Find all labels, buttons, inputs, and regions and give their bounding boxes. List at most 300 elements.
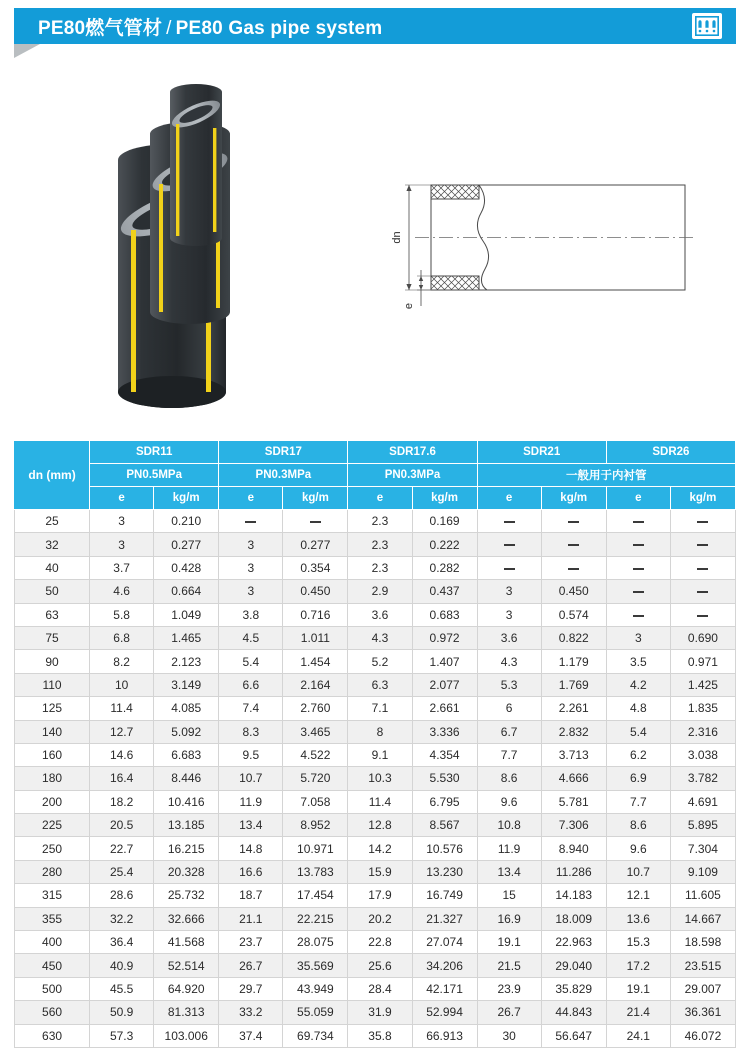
cell-e-4: 16.9	[477, 907, 541, 930]
cell-kgm-5: 36.361	[670, 1001, 735, 1024]
cell-kgm-3: 0.169	[412, 510, 477, 533]
cell-e-5: 17.2	[606, 954, 670, 977]
cell-kgm-5: 9.109	[670, 860, 735, 883]
title-separator: /	[166, 17, 172, 39]
cell-dn: 560	[15, 1001, 90, 1024]
three-pipes-logo	[692, 13, 722, 39]
cell-kgm-3: 6.795	[412, 790, 477, 813]
cell-kgm-4: 0.822	[541, 626, 606, 649]
cell-kgm-3: 0.222	[412, 533, 477, 556]
table-row	[15, 790, 736, 813]
unit-header-kgm-1: kg/m	[154, 487, 219, 510]
cell-e-3: 14.2	[348, 837, 412, 860]
empty-value-dash	[697, 615, 708, 617]
cell-kgm-5: 1.425	[670, 673, 735, 696]
cell-e-5	[606, 510, 670, 533]
cell-kgm-1: 0.428	[154, 556, 219, 579]
cell-dn: 315	[15, 884, 90, 907]
cell-e-1: 4.6	[90, 580, 154, 603]
cell-e-1: 50.9	[90, 1001, 154, 1024]
cell-kgm-1: 0.664	[154, 580, 219, 603]
table-row	[15, 1024, 736, 1047]
cell-e-1: 20.5	[90, 814, 154, 837]
cell-e-2: 23.7	[219, 931, 283, 954]
table-row	[15, 720, 736, 743]
cell-kgm-2: 69.734	[283, 1024, 348, 1047]
cell-e-5: 4.8	[606, 697, 670, 720]
cell-dn: 400	[15, 931, 90, 954]
cell-e-5	[606, 603, 670, 626]
cell-e-3: 17.9	[348, 884, 412, 907]
cell-e-1: 5.8	[90, 603, 154, 626]
cell-e-2: 3.8	[219, 603, 283, 626]
cell-kgm-5: 29.007	[670, 977, 735, 1000]
cell-dn: 630	[15, 1024, 90, 1047]
table-row	[15, 673, 736, 696]
cell-kgm-1: 103.006	[154, 1024, 219, 1047]
cell-e-5	[606, 580, 670, 603]
cell-kgm-2: 0.354	[283, 556, 348, 579]
cell-e-1: 57.3	[90, 1024, 154, 1047]
group-header-sdr17: SDR17	[219, 441, 348, 464]
cell-kgm-2	[283, 510, 348, 533]
cell-kgm-3: 5.530	[412, 767, 477, 790]
cell-kgm-3: 0.282	[412, 556, 477, 579]
specification-table-wrapper	[14, 440, 736, 1048]
empty-value-dash	[633, 591, 644, 593]
cell-kgm-2: 4.522	[283, 743, 348, 766]
cell-kgm-3: 52.994	[412, 1001, 477, 1024]
cell-kgm-1: 64.920	[154, 977, 219, 1000]
pressure-header-sdr17: PN0.3MPa	[219, 464, 348, 487]
group-header-sdr21: SDR21	[477, 441, 606, 464]
cell-e-4: 6.7	[477, 720, 541, 743]
cell-kgm-4: 8.940	[541, 837, 606, 860]
empty-value-dash	[633, 568, 644, 570]
cell-e-1: 22.7	[90, 837, 154, 860]
cell-e-3: 6.3	[348, 673, 412, 696]
cell-kgm-4: 44.843	[541, 1001, 606, 1024]
cell-e-5: 19.1	[606, 977, 670, 1000]
cell-kgm-3: 0.972	[412, 626, 477, 649]
cell-dn: 500	[15, 977, 90, 1000]
cell-kgm-4: 3.713	[541, 743, 606, 766]
cell-e-4: 13.4	[477, 860, 541, 883]
cell-e-5	[606, 533, 670, 556]
cell-dn: 25	[15, 510, 90, 533]
cell-e-3: 8	[348, 720, 412, 743]
cell-e-5: 15.3	[606, 931, 670, 954]
cell-e-3: 20.2	[348, 907, 412, 930]
table-row	[15, 814, 736, 837]
cell-kgm-3: 2.077	[412, 673, 477, 696]
cell-e-2: 11.9	[219, 790, 283, 813]
cell-e-1: 18.2	[90, 790, 154, 813]
cell-e-5: 9.6	[606, 837, 670, 860]
empty-value-dash	[568, 568, 579, 570]
cell-dn: 125	[15, 697, 90, 720]
table-row	[15, 884, 736, 907]
cell-kgm-2: 3.465	[283, 720, 348, 743]
cell-kgm-1: 16.215	[154, 837, 219, 860]
cell-kgm-3: 3.336	[412, 720, 477, 743]
cell-e-3: 25.6	[348, 954, 412, 977]
cell-e-4: 4.3	[477, 650, 541, 673]
table-row	[15, 580, 736, 603]
cell-kgm-3: 0.683	[412, 603, 477, 626]
group-header-sdr17-6: SDR17.6	[348, 441, 477, 464]
unit-header-e-5: e	[606, 487, 670, 510]
table-row	[15, 954, 736, 977]
cell-e-1: 10	[90, 673, 154, 696]
cell-kgm-2: 8.952	[283, 814, 348, 837]
cell-kgm-2: 10.971	[283, 837, 348, 860]
cell-kgm-5: 46.072	[670, 1024, 735, 1047]
cell-kgm-2: 55.059	[283, 1001, 348, 1024]
cell-e-3: 3.6	[348, 603, 412, 626]
cell-e-5	[606, 556, 670, 579]
unit-header-e-4: e	[477, 487, 541, 510]
cell-kgm-5: 5.895	[670, 814, 735, 837]
pressure-header-sdr17-6: PN0.3MPa	[348, 464, 477, 487]
cell-dn: 180	[15, 767, 90, 790]
cell-e-4: 3	[477, 580, 541, 603]
cell-e-2: 7.4	[219, 697, 283, 720]
cell-e-4: 30	[477, 1024, 541, 1047]
cell-kgm-4	[541, 556, 606, 579]
cell-kgm-1: 13.185	[154, 814, 219, 837]
cell-kgm-1: 3.149	[154, 673, 219, 696]
cell-e-2: 29.7	[219, 977, 283, 1000]
cell-kgm-2: 5.720	[283, 767, 348, 790]
cell-e-4	[477, 533, 541, 556]
cell-kgm-2: 1.011	[283, 626, 348, 649]
cell-e-4: 5.3	[477, 673, 541, 696]
cell-e-5: 3	[606, 626, 670, 649]
cell-e-5: 4.2	[606, 673, 670, 696]
cell-kgm-4: 4.666	[541, 767, 606, 790]
cell-kgm-5: 7.304	[670, 837, 735, 860]
dimension-label-e: e	[403, 302, 415, 310]
cell-kgm-3: 42.171	[412, 977, 477, 1000]
table-row	[15, 977, 736, 1000]
cell-e-4	[477, 510, 541, 533]
unit-header-e-2: e	[219, 487, 283, 510]
cell-kgm-4: 2.832	[541, 720, 606, 743]
cell-kgm-1: 2.123	[154, 650, 219, 673]
cell-e-4: 19.1	[477, 931, 541, 954]
cell-kgm-1: 81.313	[154, 1001, 219, 1024]
cell-kgm-4: 0.574	[541, 603, 606, 626]
cell-kgm-3: 13.230	[412, 860, 477, 883]
cell-kgm-2: 28.075	[283, 931, 348, 954]
cell-kgm-1: 4.085	[154, 697, 219, 720]
cell-e-4: 3	[477, 603, 541, 626]
cell-kgm-2: 0.450	[283, 580, 348, 603]
cell-kgm-3: 1.407	[412, 650, 477, 673]
cell-e-3: 28.4	[348, 977, 412, 1000]
cell-e-4: 10.8	[477, 814, 541, 837]
cell-e-5: 5.4	[606, 720, 670, 743]
cell-kgm-5	[670, 580, 735, 603]
cell-e-3: 12.8	[348, 814, 412, 837]
cell-e-3: 9.1	[348, 743, 412, 766]
cell-kgm-1: 20.328	[154, 860, 219, 883]
cell-e-5: 10.7	[606, 860, 670, 883]
cell-e-3: 31.9	[348, 1001, 412, 1024]
cell-e-1: 11.4	[90, 697, 154, 720]
empty-value-dash	[310, 521, 321, 523]
cell-kgm-3: 10.576	[412, 837, 477, 860]
cell-kgm-4	[541, 533, 606, 556]
cell-dn: 50	[15, 580, 90, 603]
header-row-pressure	[15, 464, 736, 487]
cell-e-5: 6.2	[606, 743, 670, 766]
cell-kgm-3: 8.567	[412, 814, 477, 837]
table-body	[15, 510, 736, 1048]
cell-e-1: 3.7	[90, 556, 154, 579]
cell-e-4: 3.6	[477, 626, 541, 649]
cell-e-1: 8.2	[90, 650, 154, 673]
cell-dn: 225	[15, 814, 90, 837]
cell-kgm-5: 14.667	[670, 907, 735, 930]
cell-kgm-4: 18.009	[541, 907, 606, 930]
table-row	[15, 767, 736, 790]
cell-e-2: 3	[219, 556, 283, 579]
cell-kgm-1: 32.666	[154, 907, 219, 930]
cell-e-4: 8.6	[477, 767, 541, 790]
cell-kgm-2: 13.783	[283, 860, 348, 883]
header-row-sdr	[15, 441, 736, 464]
cell-e-5: 7.7	[606, 790, 670, 813]
cell-kgm-4: 14.183	[541, 884, 606, 907]
empty-value-dash	[697, 591, 708, 593]
cell-kgm-5	[670, 603, 735, 626]
cell-e-2: 18.7	[219, 884, 283, 907]
cell-kgm-1: 5.092	[154, 720, 219, 743]
page-title-en: PE80 Gas pipe system	[175, 17, 383, 39]
table-row	[15, 603, 736, 626]
cell-e-1: 25.4	[90, 860, 154, 883]
product-photo	[30, 62, 330, 430]
cell-e-1: 32.2	[90, 907, 154, 930]
cell-e-4: 7.7	[477, 743, 541, 766]
table-row	[15, 907, 736, 930]
cell-dn: 450	[15, 954, 90, 977]
cell-dn: 160	[15, 743, 90, 766]
cell-kgm-3: 66.913	[412, 1024, 477, 1047]
cell-e-4: 21.5	[477, 954, 541, 977]
cell-e-3: 4.3	[348, 626, 412, 649]
cell-kgm-1: 10.416	[154, 790, 219, 813]
pipe-dimension-drawing	[385, 160, 715, 340]
empty-value-dash	[633, 615, 644, 617]
dimension-label-dn: dn	[391, 231, 403, 244]
cell-e-1: 40.9	[90, 954, 154, 977]
empty-value-dash	[568, 544, 579, 546]
cell-kgm-4: 7.306	[541, 814, 606, 837]
specification-table	[14, 440, 736, 1048]
table-row	[15, 743, 736, 766]
cell-e-2: 26.7	[219, 954, 283, 977]
cell-e-3: 2.3	[348, 556, 412, 579]
cell-e-5: 3.5	[606, 650, 670, 673]
cell-kgm-5: 3.038	[670, 743, 735, 766]
cell-kgm-5: 2.316	[670, 720, 735, 743]
cell-kgm-1: 0.277	[154, 533, 219, 556]
cell-kgm-1: 25.732	[154, 884, 219, 907]
cell-kgm-5	[670, 556, 735, 579]
cell-kgm-3: 16.749	[412, 884, 477, 907]
cell-dn: 250	[15, 837, 90, 860]
cell-e-4	[477, 556, 541, 579]
cell-dn: 140	[15, 720, 90, 743]
cell-e-4: 9.6	[477, 790, 541, 813]
cell-dn: 200	[15, 790, 90, 813]
cell-e-3: 2.9	[348, 580, 412, 603]
cell-e-2: 16.6	[219, 860, 283, 883]
cell-kgm-4: 11.286	[541, 860, 606, 883]
cell-kgm-4: 2.261	[541, 697, 606, 720]
table-row	[15, 533, 736, 556]
empty-value-dash	[504, 568, 515, 570]
cell-e-1: 3	[90, 510, 154, 533]
cell-dn: 40	[15, 556, 90, 579]
empty-value-dash	[697, 568, 708, 570]
cell-kgm-1: 8.446	[154, 767, 219, 790]
header-row-units	[15, 487, 736, 510]
table-row	[15, 860, 736, 883]
cell-kgm-5: 11.605	[670, 884, 735, 907]
cell-e-4: 23.9	[477, 977, 541, 1000]
cell-e-1: 3	[90, 533, 154, 556]
cell-dn: 90	[15, 650, 90, 673]
cell-e-4: 6	[477, 697, 541, 720]
cell-kgm-4: 35.829	[541, 977, 606, 1000]
cell-kgm-2: 43.949	[283, 977, 348, 1000]
table-row	[15, 626, 736, 649]
cell-e-3: 2.3	[348, 533, 412, 556]
cell-e-4: 11.9	[477, 837, 541, 860]
cell-e-3: 5.2	[348, 650, 412, 673]
cell-kgm-1: 6.683	[154, 743, 219, 766]
unit-header-e-1: e	[90, 487, 154, 510]
cell-kgm-3: 34.206	[412, 954, 477, 977]
table-row	[15, 931, 736, 954]
cell-e-2: 3	[219, 580, 283, 603]
cell-e-2	[219, 510, 283, 533]
cell-e-1: 16.4	[90, 767, 154, 790]
page-header	[14, 8, 736, 44]
cell-kgm-5: 0.690	[670, 626, 735, 649]
unit-header-e-3: e	[348, 487, 412, 510]
cell-kgm-3: 27.074	[412, 931, 477, 954]
cell-kgm-5	[670, 510, 735, 533]
cell-e-3: 2.3	[348, 510, 412, 533]
cell-dn: 32	[15, 533, 90, 556]
cell-e-5: 24.1	[606, 1024, 670, 1047]
cell-e-3: 35.8	[348, 1024, 412, 1047]
cell-e-5: 8.6	[606, 814, 670, 837]
cell-kgm-4	[541, 510, 606, 533]
page-title-zh: PE80燃气管材	[38, 17, 163, 39]
cell-e-2: 10.7	[219, 767, 283, 790]
cell-kgm-1: 0.210	[154, 510, 219, 533]
unit-header-kgm-5: kg/m	[670, 487, 735, 510]
empty-value-dash	[633, 521, 644, 523]
empty-value-dash	[697, 544, 708, 546]
cell-e-2: 4.5	[219, 626, 283, 649]
cell-e-2: 14.8	[219, 837, 283, 860]
cell-kgm-5: 0.971	[670, 650, 735, 673]
page-title	[38, 13, 382, 40]
cell-kgm-3: 0.437	[412, 580, 477, 603]
cell-kgm-2: 2.760	[283, 697, 348, 720]
cell-e-2: 6.6	[219, 673, 283, 696]
cell-kgm-5: 18.598	[670, 931, 735, 954]
cell-kgm-5: 1.835	[670, 697, 735, 720]
cell-e-5: 13.6	[606, 907, 670, 930]
cell-e-1: 36.4	[90, 931, 154, 954]
cell-e-3: 11.4	[348, 790, 412, 813]
unit-header-kgm-4: kg/m	[541, 487, 606, 510]
column-header-dn: dn (mm)	[15, 441, 90, 510]
cell-e-3: 10.3	[348, 767, 412, 790]
table-header	[15, 441, 736, 510]
cell-kgm-2: 17.454	[283, 884, 348, 907]
cell-e-2: 13.4	[219, 814, 283, 837]
cell-kgm-2: 7.058	[283, 790, 348, 813]
cell-dn: 63	[15, 603, 90, 626]
cell-kgm-2: 22.215	[283, 907, 348, 930]
table-row	[15, 697, 736, 720]
cell-kgm-2: 0.277	[283, 533, 348, 556]
cell-e-2: 5.4	[219, 650, 283, 673]
cell-e-5: 6.9	[606, 767, 670, 790]
cell-e-1: 14.6	[90, 743, 154, 766]
cell-kgm-5: 4.691	[670, 790, 735, 813]
cell-e-1: 6.8	[90, 626, 154, 649]
cell-e-5: 12.1	[606, 884, 670, 907]
cell-kgm-3: 21.327	[412, 907, 477, 930]
cell-kgm-3: 4.354	[412, 743, 477, 766]
cell-kgm-1: 52.514	[154, 954, 219, 977]
empty-value-dash	[245, 521, 256, 523]
cell-e-2: 8.3	[219, 720, 283, 743]
cell-dn: 75	[15, 626, 90, 649]
header-banner	[14, 8, 736, 44]
table-row	[15, 510, 736, 533]
cell-e-4: 26.7	[477, 1001, 541, 1024]
empty-value-dash	[504, 544, 515, 546]
cell-kgm-2: 1.454	[283, 650, 348, 673]
empty-value-dash	[633, 544, 644, 546]
cell-e-1: 45.5	[90, 977, 154, 1000]
cell-kgm-4: 1.179	[541, 650, 606, 673]
table-row	[15, 1001, 736, 1024]
cell-e-1: 12.7	[90, 720, 154, 743]
cell-kgm-4: 29.040	[541, 954, 606, 977]
cell-kgm-4: 56.647	[541, 1024, 606, 1047]
empty-value-dash	[504, 521, 515, 523]
cell-kgm-3: 2.661	[412, 697, 477, 720]
table-row	[15, 837, 736, 860]
cell-kgm-2: 35.569	[283, 954, 348, 977]
cell-kgm-5	[670, 533, 735, 556]
cell-e-2: 33.2	[219, 1001, 283, 1024]
cell-kgm-4: 5.781	[541, 790, 606, 813]
cell-e-1: 28.6	[90, 884, 154, 907]
